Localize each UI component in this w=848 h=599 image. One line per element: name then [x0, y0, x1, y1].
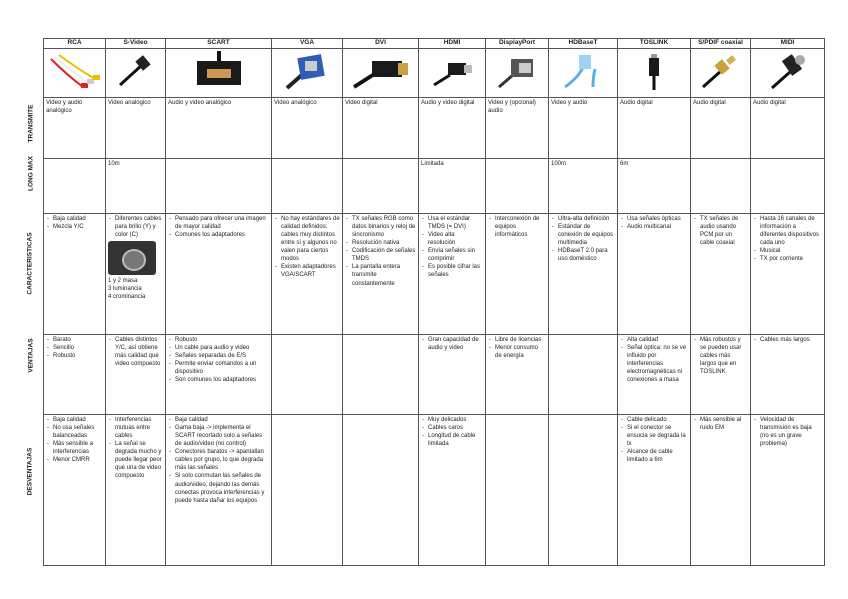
list-item: - Son comunes los adaptadores [168, 376, 269, 384]
list-item: - No usa señales balanceadas [46, 424, 103, 440]
midi-ventajas [751, 334, 825, 414]
row-label-caracteristicas: CARACTERISTICAS [26, 232, 34, 295]
rca-image [44, 48, 106, 97]
list-item: - Más sensible al ruido EM [693, 416, 748, 432]
hdmi-desventajas [419, 414, 486, 565]
dvi-transmite: Video digital [343, 97, 419, 158]
list-item: - Robusto [46, 352, 103, 360]
rca-long-max [44, 158, 106, 213]
rca-ventajas [44, 334, 106, 414]
list-item: - HDBaseT 2.0 para uso doméstico [551, 247, 615, 263]
list-item: - Señal óptica: no se ve influido por interferencias electromagnéticas ni conexiones a masa [620, 344, 688, 384]
list-item: - Cables distintos Y/C, así obtiene más calidad que video compuesto [108, 336, 163, 368]
col-header-svideo: S-Video [106, 39, 166, 49]
list-item: - Envía señales sin comprimir [421, 247, 483, 263]
hdbaset-transmite: Video y audio [549, 97, 618, 158]
list-item: - La pantalla entera transmite constantemente [345, 263, 416, 287]
svideo-caracteristicas [106, 213, 166, 334]
col-header-hdbaset: HDBaseT [549, 39, 618, 49]
hdmi-ventajas [419, 334, 486, 414]
list-item: - Señales separadas de E/S [168, 352, 269, 360]
row-label-ventajas: VENTAJAS [27, 338, 35, 373]
list-item: - Longitud de cable limitada [421, 432, 483, 448]
toslink-desventajas [618, 414, 691, 565]
col-header-displayport: DisplayPort [486, 39, 549, 49]
list-item: - TX señales RGB como datos binarios y reloj de sincronismo [345, 215, 416, 239]
spdif-long-max [691, 158, 751, 213]
hdmi-image [419, 48, 486, 97]
rca-transmite: Video y audio analógico [44, 97, 106, 158]
vga-caracteristicas [272, 213, 343, 334]
hdbaset-image [549, 48, 618, 97]
list-item: - Interconexión de equipos informáticos [488, 215, 546, 239]
svideo-long-max: 10m [106, 158, 166, 213]
dvi-caracteristicas [343, 213, 419, 334]
connector-comparison-table [43, 38, 825, 566]
list-item: - Audio multicanal [620, 223, 688, 231]
col-header-hdmi: HDMI [419, 39, 486, 49]
spdif-transmite: Audio digital [691, 97, 751, 158]
scart-ventajas [166, 334, 272, 414]
rca-desventajas [44, 414, 106, 565]
col-header-midi: MIDI [751, 39, 825, 49]
row-label-transmite: TRANSMITE [27, 104, 35, 143]
vga-transmite: Video analógico [272, 97, 343, 158]
list-item: - Hasta 16 canales de información a diferentes dispositivos cada uno [753, 215, 822, 247]
toslink-image [618, 48, 691, 97]
list-item: - Gran capacidad de audio y video [421, 336, 483, 352]
displayport-image [486, 48, 549, 97]
midi-image [751, 48, 825, 97]
dvi-ventajas [343, 334, 419, 414]
hdbaset-ventajas [549, 334, 618, 414]
row-label-long-max: LONG MAX [27, 155, 35, 192]
scart-image [166, 48, 272, 97]
vga-desventajas [272, 414, 343, 565]
svideo-image [106, 48, 166, 97]
col-header-dvi: DVI [343, 39, 419, 49]
list-item: - Pensado para ofrecer una imagen de mayor calidad [168, 215, 269, 231]
vga-ventajas [272, 334, 343, 414]
col-header-rca: RCA [44, 39, 106, 49]
list-item: - Es posible cifrar las señales [421, 263, 483, 279]
list-item: - Musical [753, 247, 822, 255]
list-item: - Más sensible a interferencias [46, 440, 103, 456]
list-item: - Mezcla Y/C [46, 223, 103, 231]
list-item: - Usa el estándar TMDS (= DVI) [421, 215, 483, 231]
list-item: - Resolución nativa [345, 239, 416, 247]
dvi-long-max [343, 158, 419, 213]
hdmi-transmite: Audio y video digital [419, 97, 486, 158]
displayport-desventajas [486, 414, 549, 565]
list-item: - No hay estándares de calidad definidos: cables muy distintos entre sí y algunos no valen para ciertos modos [274, 215, 340, 264]
list-item: - Robusto [168, 336, 269, 344]
midi-desventajas [751, 414, 825, 565]
list-item: - La señal se degrada mucho y puede llegar peor que una de video compuesto [108, 440, 163, 480]
rca-caracteristicas [44, 213, 106, 334]
list-item: - Menor CMRR [46, 456, 103, 464]
list-item: - Velocidad de transmisión es baja (no es un grave problema) [753, 416, 822, 448]
list-item: - Estándar de conexión de equipos multimedia [551, 223, 615, 247]
svideo-desventajas [106, 414, 166, 565]
scart-transmite: Audio y video analógico [166, 97, 272, 158]
list-item: - Gama baja -> implementa el SCART recortado solo a señales de audio/video (no control) [168, 424, 269, 448]
svideo-connector-photo [108, 241, 156, 275]
row-label-desventajas: DESVENTAJAS [26, 447, 34, 496]
scart-caracteristicas [166, 213, 272, 334]
list-item: - Alcance de cable limitado a 6m [620, 448, 688, 464]
midi-transmite: Audio digital [751, 97, 825, 158]
col-header-spdif: S/PDIF coaxial [691, 39, 751, 49]
list-item: - Menor consumo de energía [488, 344, 546, 360]
list-item: - Muy delicados [421, 416, 483, 424]
list-item: - Codificación de señales TMDS [345, 247, 416, 263]
spdif-image [691, 48, 751, 97]
displayport-transmite: Video y (opcional) audio [486, 97, 549, 158]
list-item: - Conectores baratos -> apantallan cables por grupo, lo que degrada más las señales [168, 448, 269, 472]
pin-legend-line: 1 y 2 masa [108, 278, 138, 285]
hdbaset-long-max: 100m [549, 158, 618, 213]
spdif-ventajas [691, 334, 751, 414]
list-item: - Ultra-alta definición [551, 215, 615, 223]
spdif-caracteristicas [691, 213, 751, 334]
midi-long-max [751, 158, 825, 213]
list-item: - Si solo conmutan las señales de audio/video, dejando las demás conectas provoca interferencias y puede hasta dañar los equipos [168, 472, 269, 504]
list-item: - Cables más largos [753, 336, 822, 344]
list-item: - Sencillo [46, 344, 103, 352]
col-header-vga: VGA [272, 39, 343, 49]
list-item: - Alta calidad [620, 336, 688, 344]
list-item: - Interferencias mutuas entre cables [108, 416, 163, 440]
spdif-desventajas [691, 414, 751, 565]
hdmi-caracteristicas [419, 213, 486, 334]
hdbaset-caracteristicas [549, 213, 618, 334]
vga-long-max [272, 158, 343, 213]
dvi-desventajas [343, 414, 419, 565]
scart-long-max [166, 158, 272, 213]
scart-desventajas [166, 414, 272, 565]
hdbaset-desventajas [549, 414, 618, 565]
pin-legend-line: 4 crominancia [108, 294, 146, 301]
toslink-ventajas [618, 334, 691, 414]
displayport-ventajas [486, 334, 549, 414]
col-header-scart: SCART [166, 39, 272, 49]
list-item: - Diferentes cables para brillo (Y) y color (C) [108, 215, 163, 239]
col-header-toslink: TOSLINK [618, 39, 691, 49]
list-item: - Permite enviar comandos a un dispositivo [168, 360, 269, 376]
list-item: - TX señales de audio usando PCM por un cable coaxial [693, 215, 748, 247]
list-item: - Existen adaptadores VGA/SCART [274, 263, 340, 279]
list-item: - Baja calidad [46, 416, 103, 424]
displayport-caracteristicas [486, 213, 549, 334]
list-item: - Si el conector se ensucia se degrada la tx [620, 424, 688, 448]
toslink-long-max: 6m [618, 158, 691, 213]
list-item: - Cables caros [421, 424, 483, 432]
list-item: - TX por corriente [753, 255, 822, 263]
toslink-transmite: Audio digital [618, 97, 691, 158]
list-item: - Barato [46, 336, 103, 344]
list-item: - Video alta resolución [421, 231, 483, 247]
list-item: - Cable delicado [620, 416, 688, 424]
vga-image [272, 48, 343, 97]
displayport-long-max [486, 158, 549, 213]
hdmi-long-max: Limitada [419, 158, 486, 213]
toslink-caracteristicas [618, 213, 691, 334]
midi-caracteristicas [751, 213, 825, 334]
list-item: - Comunes los adaptadores [168, 231, 269, 239]
list-item: - Más robustos y se pueden usar cables más largos que en TOSLINK [693, 336, 748, 376]
svideo-pin-legend [108, 277, 163, 301]
svideo-transmite: Video analógico [106, 97, 166, 158]
pin-legend-line: 3 luminancia [108, 286, 142, 293]
list-item: - Libre de licencias [488, 336, 546, 344]
list-item: - Baja calidad [46, 215, 103, 223]
list-item: - Baja calidad [168, 416, 269, 424]
list-item: - Un cable para audio y video [168, 344, 269, 352]
list-item: - Usa señales ópticas [620, 215, 688, 223]
svideo-ventajas [106, 334, 166, 414]
dvi-image [343, 48, 419, 97]
